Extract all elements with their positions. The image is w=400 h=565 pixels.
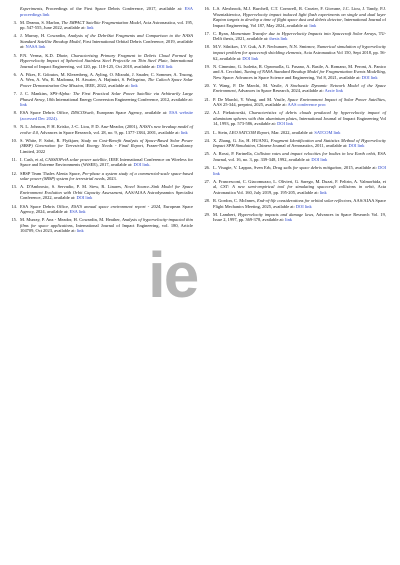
reference-number: 25.	[204, 151, 210, 157]
reference-number: 16.	[204, 6, 210, 11]
reference-text	[213, 165, 386, 176]
reference-text	[20, 184, 193, 201]
reference-title: Characterising Primary Fragment in Debris Cloud Formed by Hypervelocity Impact of Spherical Stainless Steel Projectile on Thin Steel Plate	[20, 52, 194, 64]
reference-title: Analysis of hypervelocity-impacted thin films for space applications	[20, 217, 193, 228]
reference-authors: ESA Space Debris Office,	[20, 203, 72, 209]
reference-number: 14.	[11, 203, 17, 209]
reference-text	[213, 31, 386, 42]
reference-text	[213, 138, 386, 149]
reference-item	[203, 31, 386, 42]
reference-text	[20, 157, 193, 168]
reference-link[interactable]: DOI link	[213, 165, 386, 176]
reference-authors: Y. Wang, P. De Marchi, M. Vasile,	[213, 82, 286, 88]
reference-authors: R. Gordon, C. McInnes,	[213, 197, 257, 203]
reference-authors: M.V. Silnikov, I.V. Guk, A.F. Nechunaev, N.N. Smirnov,	[213, 44, 317, 50]
reference-item	[203, 130, 386, 136]
reference-item	[10, 157, 193, 168]
reference-title: SPS-Alpha: The First Practical Solar Power Satellite via Arbitrarily Large Phased Array	[20, 91, 193, 102]
reference-number: 6.	[13, 71, 17, 77]
reference-title: Experiments	[20, 6, 43, 11]
reference-authors: L. Visagie, V. Lappas, Sven Erb,	[213, 165, 273, 171]
reference-source: , TU-Delft thesis, 2021, available at:	[213, 30, 386, 42]
reference-text	[213, 83, 386, 94]
reference-text	[20, 91, 193, 108]
reference-item	[203, 179, 386, 196]
reference-number	[10, 6, 20, 17]
reference-title: Analysis of the DebriSat Fragments and Comparison to the NASA Standard Satellite Breakup Model	[20, 33, 193, 44]
reference-link[interactable]: ESA proceedings link	[20, 6, 193, 17]
reference-authors: P.N. Verma, K.D. Dhote,	[20, 52, 72, 58]
reference-item	[203, 44, 386, 61]
reference-item	[10, 72, 193, 89]
reference-authors: N. Cimmino, G. Isoletta, R. Opromolla, G. Fasano, A. Basile, A. Romano, M. Peroni, A. Panico and A. Cecchini,	[213, 63, 386, 75]
reference-text	[20, 6, 193, 17]
reference-title: Hypervelocity impact induced light flash experiments on single and dual layer Kapton targets to develop a time of flight space dust and debris detector	[213, 11, 386, 23]
reference-item	[10, 124, 193, 135]
reference-number: 24.	[204, 137, 210, 143]
reference-number: 21.	[204, 96, 210, 102]
reference-source: , Proceedings of the First Space Debris Conference, 2017, available at:	[42, 6, 185, 11]
reference-title: Collision rates and impact velocities for bodies in low Earth orbit	[254, 151, 376, 157]
reference-text	[20, 124, 193, 135]
reference-link[interactable]: link	[309, 22, 317, 28]
reference-text	[20, 20, 193, 31]
reference-item	[203, 83, 386, 94]
reference-source: , IEEE International Conference on Wireless for Space and Extreme Environments (WiSEE), 2017, available at:	[20, 156, 193, 168]
reference-item	[10, 204, 193, 215]
reference-text	[213, 151, 386, 162]
reference-title: Hypervelocity impacts and damage laws	[238, 211, 314, 217]
reference-title: Drag sails for space debris mitigation	[272, 165, 342, 171]
reference-text	[20, 72, 193, 89]
reference-number: 13.	[11, 184, 17, 190]
reference-title: The Caltech Space Solar Power Demonstration One Mission	[20, 77, 194, 88]
reference-source: , 2015, available at:	[341, 165, 379, 171]
reference-number: 3.	[13, 19, 17, 25]
reference-source: , Advances in Space Research Vol. 19, Issue 2, 1997, pp. 369-378, available at:	[213, 211, 386, 223]
reference-text	[213, 6, 386, 28]
reference-link[interactable]: DOI link	[311, 156, 328, 162]
reference-text	[213, 110, 386, 127]
reference-source: , Advances in Space Research, vol. 28, no. 9, pp. 1377-1384, 2001, available at:	[38, 129, 181, 135]
reference-number: 12.	[11, 170, 17, 176]
reference-text	[20, 171, 193, 182]
references-right-column	[203, 6, 386, 225]
reference-number: 19.	[204, 63, 210, 69]
reference-title: DISCOSweb	[71, 110, 94, 116]
reference-source: , First International Orbital Debris Conference, 2019, available at:	[20, 38, 193, 50]
reference-link[interactable]: link	[319, 189, 327, 195]
reference-number: 18.	[204, 44, 210, 50]
reference-authors: C. Ryan,	[213, 30, 231, 36]
reference-title: End-of-life considerations for orbital solar reflectors	[257, 197, 352, 203]
references-left-column	[10, 6, 193, 236]
reference-number: 4.	[13, 33, 17, 39]
reference-item	[10, 6, 193, 17]
reference-text	[213, 64, 386, 81]
reference-source: , International Journal of Impact Engineering Vol 14, 1993, pp. 573-586, available at:	[213, 115, 386, 127]
reference-authors: L. Stein,	[213, 129, 230, 135]
reference-item	[203, 138, 386, 149]
reference-authors: M. Lambert,	[213, 211, 239, 217]
reference-link[interactable]: DOI link	[242, 55, 259, 61]
reference-item	[203, 6, 386, 28]
reference-authors: A. Rossi, P. Farinella,	[213, 151, 255, 157]
reference-title: Fragment Identification and Statistics Method of Hypervelocity Impact SPH Simulation	[213, 137, 387, 149]
reference-text	[20, 33, 193, 50]
reference-source: , Frazer-Nash Consultancy Limited, 2022	[20, 143, 194, 154]
reference-item	[203, 64, 386, 81]
reference-source: , European Space Agency, 2024, available at:	[20, 203, 193, 215]
reference-number: 5.	[13, 52, 17, 58]
reference-link[interactable]: link	[130, 82, 138, 88]
reference-source: , Chinese Journal of Aeronautics, 2011, available at:	[254, 143, 349, 149]
reference-number: 15.	[11, 217, 17, 223]
reference-link[interactable]: link	[86, 25, 94, 31]
reference-link[interactable]: AAS conference proc	[287, 102, 327, 108]
reference-source: , International Journal of Impact Engineering, vol. 180, Article 104709, Oct 2023, available at:	[20, 222, 193, 234]
reference-source: , 10th International Energy Conversion Engineering Conference, 2012, available at:	[44, 96, 193, 102]
reference-number: 10.	[11, 137, 17, 143]
reference-title: Numerical simulation of hypervelocity impact problem for spacecraft shielding elements	[213, 44, 387, 56]
reference-title: Momentum Transfer due to Hypervelocity Impacts into Spacecraft Solar Arrays	[230, 30, 376, 36]
reference-authors: P. De Marchi, Y. Wang, and M. Vasile,	[213, 96, 288, 102]
reference-authors: A. Fikes, E. Gdoutos, M. Klezenberg, A. Ayling, O. Mizrahi, J. Sauder, C. Sommer, A. Truong, A. Wen, A. Wu, R. Madonna, H. Atwater, A. Hajimiri, S. Pellegrino,	[20, 71, 193, 83]
reference-link[interactable]: SATCOM link	[314, 129, 341, 135]
reference-item	[10, 217, 193, 234]
reference-source: , International Journal of Impact Engineering, Vol 187, May 2024, available at:	[213, 17, 386, 28]
reference-link[interactable]: Arxiv link	[324, 88, 343, 94]
reference-link[interactable]: link	[285, 217, 293, 223]
reference-title: Space Environment Impact of Solar Power Satellites	[287, 96, 385, 102]
reference-title: Pre-phase a system study of a commercial-scale space-based solar power (SBSP) system for terrestrial needs	[20, 170, 193, 182]
reference-text	[213, 97, 386, 108]
reference-text	[20, 110, 193, 121]
reference-item	[203, 165, 386, 176]
reference-number: 26.	[204, 165, 210, 171]
reference-number: 29.	[204, 211, 210, 217]
reference-source: , Mar. 2022, available at:	[269, 129, 315, 135]
reference-number: 27.	[204, 178, 210, 184]
reference-source: , International Journal of Impact Engineering, vol 120, pp. 118-125, Oct 2018, available at:	[20, 58, 193, 69]
reference-authors: J. Murray, H. Cowardin,	[20, 33, 68, 39]
reference-title: Tuning of NASA Standard Breakup Model for Fragmentation Events Modelling	[243, 69, 385, 75]
reference-title: A Stochastic Dynamic Network Model of the Space Environment	[213, 82, 387, 94]
reference-item	[10, 20, 193, 31]
reference-number: 11.	[11, 156, 17, 162]
reference-title: CST: A new semi-empirical tool for simulating spacecraft collisions in orbit	[220, 184, 374, 190]
reference-authors: ESA Space Debris Office,	[20, 110, 72, 116]
reference-link[interactable]: DOI link	[156, 63, 173, 69]
reference-link[interactable]: link	[20, 102, 27, 108]
reference-item	[10, 171, 193, 182]
reference-source: , Acta Astronautica Vol. 160, July 2019, pp. 195-205, available at:	[213, 184, 387, 195]
reference-title: Characteristics of debris clouds produced by hypervelocity impact of aluminium spheres with thin aluminium plates	[213, 110, 387, 121]
reference-source: , European Space Agency, available at:	[93, 110, 170, 116]
reference-item	[203, 198, 386, 209]
reference-item	[10, 110, 193, 121]
reference-source: , AAS/AIAA Astrodynamics Specialist Conference, 2022, available at:	[20, 189, 193, 201]
reference-number: 9.	[13, 124, 17, 129]
reference-link[interactable]: DOI link	[76, 195, 93, 201]
reference-title: Novel Source–Sink Model for Space Environment Evolution with Orbit Capacity Assessment	[20, 184, 193, 195]
reference-link[interactable]: NASA link	[25, 44, 46, 50]
reference-source: , Acta Astronautica Vol 150, Sept 2018, pp. 56-62, available at:	[213, 50, 386, 61]
reference-title: CASSIOPeiA solar power satellite	[45, 156, 107, 162]
reference-item	[10, 91, 193, 108]
reference-item	[10, 53, 193, 70]
reference-item	[10, 184, 193, 201]
reference-authors: I. Cash, et al,	[20, 156, 46, 162]
reference-link[interactable]: DOI link	[348, 143, 365, 149]
reference-authors: A. D'Ambrosio, S. Servadio, P. M. Siew, R. Linares,	[20, 184, 125, 190]
reference-source: , Acta Astronautica, vol. 195, pp. 547-555, June 2022, available at:	[20, 19, 194, 31]
reference-text	[213, 212, 386, 223]
reference-title: LEO SATCOM Report	[229, 129, 270, 135]
reference-authors: L.S. Alexbrook, M.J. Burchell, C.T. Cornwell, R. Crozier, F. Giovane, J.C. Liou, J. Tandy, P.J. Wozniakiewicz,	[213, 6, 386, 17]
reference-title: ESA'S annual space environment report - 2024	[71, 203, 161, 209]
reference-authors: SBSP Team Thales Alenia Space,	[20, 170, 83, 176]
reference-number: 23.	[204, 129, 210, 135]
reference-item	[203, 97, 386, 108]
reference-number: 28.	[204, 197, 210, 203]
reference-number: 20.	[204, 82, 210, 88]
reference-link[interactable]: DOI link	[361, 74, 378, 80]
reference-link[interactable]: ESA link	[69, 209, 86, 215]
reference-text	[20, 138, 193, 155]
reference-number: 8.	[13, 110, 17, 116]
reference-text	[213, 198, 386, 209]
reference-link[interactable]: link	[76, 228, 84, 234]
reference-number: 17.	[204, 30, 210, 36]
reference-end: .	[149, 162, 151, 168]
reference-title: NASA's new breakup model of evolve 4.0	[20, 124, 193, 135]
reference-item	[203, 151, 386, 162]
watermark: ie	[148, 239, 198, 311]
reference-item	[10, 138, 193, 155]
reference-authors: M. Murray, P. Anz - Meador, H. Cowardin, M. Heather,	[20, 217, 122, 223]
reference-text	[213, 130, 386, 136]
reference-item	[10, 33, 193, 50]
reference-authors: A. Francesconi, C. Giacomuzzo, L. Olivieri, G. Sarego, M. Duzzi, F. Feltrin, A. Valmorbida, et al,	[213, 178, 386, 190]
reference-text	[20, 217, 193, 234]
reference-number: 22.	[204, 110, 210, 116]
reference-number: 7.	[13, 91, 17, 97]
reference-authors: X. Zhang, G. Jia, H. HUANG,	[213, 137, 271, 143]
reference-source: , 2023.	[104, 176, 117, 182]
reference-authors: S. White, F. Sabri, R. Flytkjaer,	[20, 137, 82, 143]
reference-title: Study on Cost-Benefit Analysis of Space-Based Solar Power (SBSP) Generation for Terrestrial Energy Needs - Final Report	[20, 137, 194, 149]
reference-source: , Advances in Space Research, 2024, available at:	[235, 88, 325, 94]
reference-source: , ESA Journal, vol. 16, no. 3, pp. 339-348, 1992, available at:	[213, 151, 386, 162]
reference-item	[203, 110, 386, 127]
reference-source: , AAS/AIAA Space Flight Mechanics Meeting, 2025, available at:	[213, 197, 386, 209]
reference-title: The IMPACT Satellite Fragmentation Model	[61, 19, 141, 25]
reference-link[interactable]: ESA website (accessed Dec 2024).	[20, 110, 193, 121]
reference-link[interactable]: DOI link	[295, 203, 312, 209]
reference-authors: J. C. Mankins,	[20, 91, 51, 97]
reference-source: , New Space: Advances in Space Science and Engineering, Vol 8, 2021, available at:	[213, 69, 387, 80]
reference-text	[213, 44, 386, 61]
reference-link[interactable]: DOI link	[277, 121, 293, 127]
reference-text	[213, 179, 386, 196]
reference-source: , AAS 25-344, preprint, 2025, available at:	[213, 96, 386, 108]
reference-link[interactable]: link	[180, 129, 188, 135]
reference-authors: A.J. Piekutowski,	[213, 110, 250, 116]
reference-text	[20, 53, 193, 70]
reference-link[interactable]: DOI link	[133, 162, 150, 168]
reference-authors: N. L. Johnson, P. H. Krisko, J.-C. Liou, P. D. Anz-Meador, (2001),	[20, 124, 140, 129]
reference-source: , IEEE, 2022, available at:	[83, 82, 131, 88]
reference-link[interactable]: thesis link	[269, 36, 288, 42]
reference-text	[20, 204, 193, 215]
reference-authors: M. Deamu, S. Marlon,	[20, 19, 62, 25]
reference-item	[203, 212, 386, 223]
